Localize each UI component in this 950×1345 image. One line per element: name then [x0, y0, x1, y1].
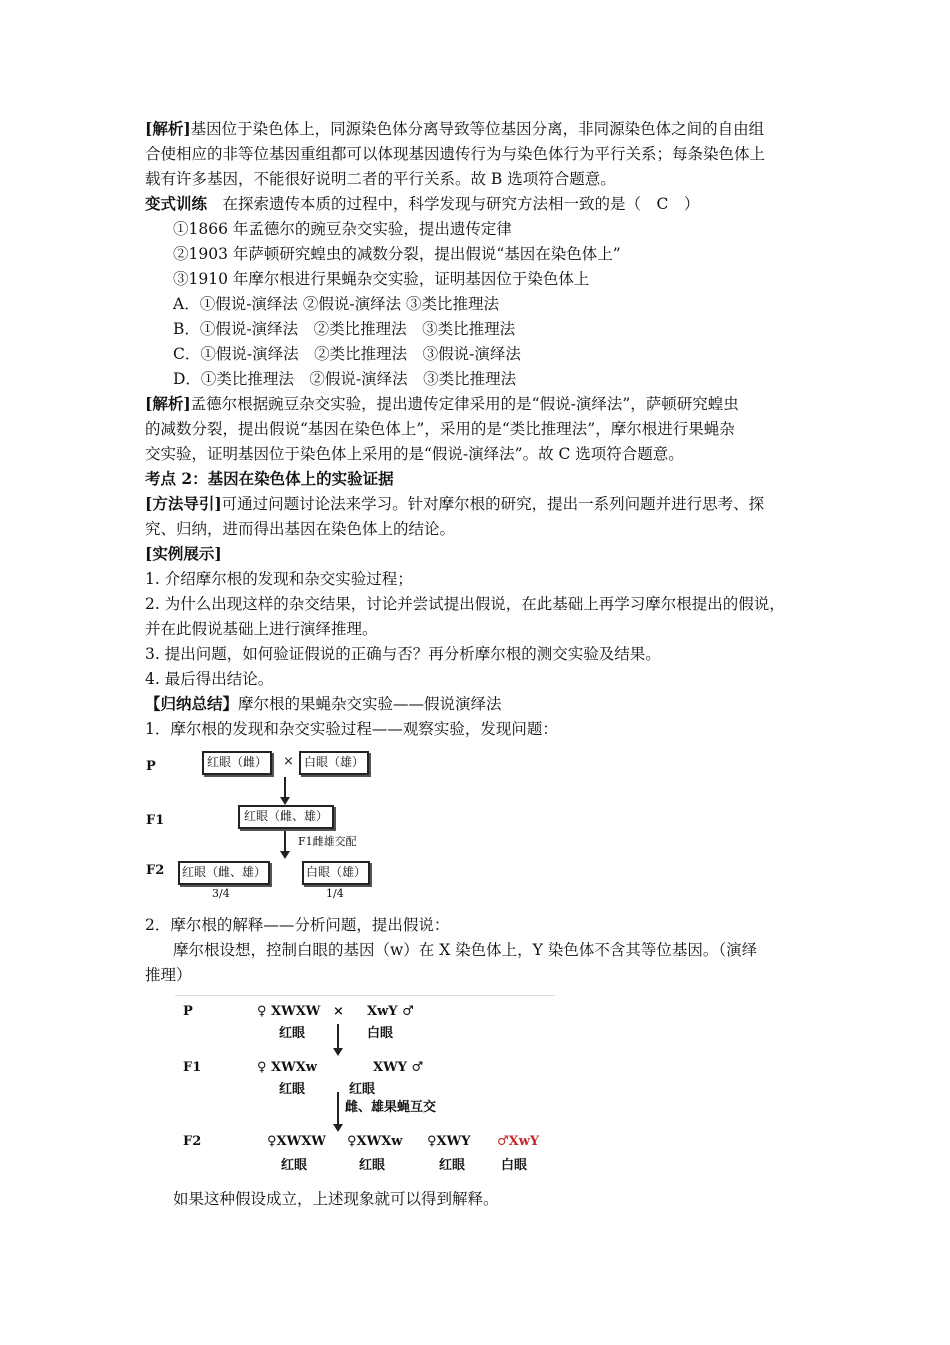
variant-training-line: [145, 192, 699, 216]
gen-label-p: P: [183, 1004, 193, 1019]
arrow-head-icon: [333, 1124, 343, 1132]
text-line: 载有许多基因，不能很好说明二者的平行关系。故 B 选项符合题意。: [145, 170, 616, 188]
f2-phenotype-1: 红眼: [281, 1158, 308, 1173]
genotype-diagram: [175, 995, 555, 1176]
list-item: 1. 介绍摩尔根的发现和杂交实验过程；: [145, 570, 413, 588]
arrow-line: [284, 777, 286, 799]
ratio-white: 1/4: [326, 887, 344, 900]
f1-male-genotype: XWY ♂: [373, 1060, 424, 1075]
f2-red-box: 红眼（雌、雄）: [178, 861, 270, 885]
conclusion-line: 如果这种假设成立，上述现象就可以得到解释。: [173, 1190, 499, 1208]
p-male-phenotype: 白眼: [367, 1026, 394, 1041]
example-heading: [实例展示]: [145, 544, 222, 563]
gen-label-f1: F1: [183, 1060, 202, 1075]
item-3: ③1910 年摩尔根进行果蝇杂交实验，证明基因位于染色体上: [173, 270, 590, 288]
list-item-continued: 并在此假说基础上进行演绎推理。: [145, 620, 378, 638]
analysis-label: [解析]: [145, 119, 191, 138]
variant-training-label: 变式训练: [145, 194, 208, 213]
f2-phenotype-4: 白眼: [501, 1158, 528, 1173]
p-male-genotype: XwY ♂: [367, 1004, 414, 1019]
analysis-text: 基因位于染色体上，同源染色体分离导致等位基因分离，非同源染色体之间的自由组: [190, 120, 765, 138]
text-line: 交实验，证明基因位于染色体上采用的是“假说-演绎法”。故 C 选项符合题意。: [145, 445, 684, 463]
option-d: D．①类比推理法 ②假说-演绎法 ③类比推理法: [173, 370, 517, 388]
item-1: ①1866 年孟德尔的豌豆杂交实验，提出遗传定律: [173, 220, 512, 238]
arrow-line: [337, 1024, 339, 1050]
f1-cross-note: 雌、雄果蝇互交: [345, 1100, 437, 1115]
subsection-2: 2．摩尔根的解释——分析问题，提出假说：: [145, 916, 450, 934]
f2-white-box: 白眼（雄）: [302, 861, 370, 885]
method-guide-text: 可通过问题讨论法来学习。针对摩尔根的研究，提出一系列问题并进行思考、探: [221, 495, 765, 513]
hybrid-experiment-diagram: [140, 745, 380, 905]
arrow-head-icon: [280, 851, 290, 859]
f2-genotype-3: ♀XWY: [427, 1134, 471, 1149]
text-line: 究、归纳，进而得出基因在染色体上的结论。: [145, 520, 456, 538]
section-heading: 考点 2：基因在染色体上的实验证据: [145, 469, 394, 488]
text-line: 合使相应的非等位基因重组都可以体现基因遗传行为与染色体行为平行关系；每条染色体上: [145, 145, 766, 163]
f1-female-genotype: ♀ XWXw: [257, 1060, 317, 1075]
arrow-head-icon: [333, 1048, 343, 1056]
list-item: 3. 提出问题，如何验证假说的正确与否？再分析摩尔根的测交实验及结果。: [145, 645, 661, 663]
text-line: 推理）: [145, 966, 192, 984]
analysis-paragraph-1: [145, 117, 764, 141]
f2-genotype-2: ♀XWXw: [347, 1134, 403, 1149]
item-2: ②1903 年萨顿研究蝗虫的减数分裂，提出假说“基因在染色体上”: [173, 245, 621, 263]
f1-male-phenotype: 红眼: [349, 1082, 376, 1097]
f1-female-phenotype: 红眼: [279, 1082, 306, 1097]
p-male-box: 白眼（雄）: [299, 751, 369, 775]
method-guide-label: [方法导引]: [145, 494, 222, 513]
p-female-genotype: ♀ XWXW: [257, 1004, 321, 1019]
gen-label-p: P: [146, 759, 156, 774]
p-female-box: 红眼（雌）: [202, 751, 272, 775]
analysis-text: 孟德尔根据豌豆杂交实验，提出遗传定律采用的是“假说-演绎法”，萨顿研究蝗虫: [190, 395, 739, 413]
f2-phenotype-3: 红眼: [439, 1158, 466, 1173]
f2-phenotype-2: 红眼: [359, 1158, 386, 1173]
gen-label-f2: F2: [183, 1134, 202, 1149]
f2-genotype-4: ♂XwY: [497, 1134, 540, 1149]
p-female-phenotype: 红眼: [279, 1026, 306, 1041]
analysis-paragraph-2: [145, 392, 739, 416]
cross-symbol: ×: [283, 754, 294, 769]
hypothesis-line: 摩尔根设想，控制白眼的基因（w）在 X 染色体上，Y 染色体不含其等位基因。（演绎: [173, 941, 758, 959]
ratio-red: 3/4: [212, 887, 230, 900]
f1-cross-note: F1雌雄交配: [298, 835, 357, 848]
list-item: 2. 为什么出现这样的杂交结果，讨论并尝试提出假说，在此基础上再学习摩尔根提出的假说，: [145, 595, 785, 613]
option-c: C．①假说-演绎法 ②类比推理法 ③假说-演绎法: [173, 345, 521, 363]
f1-box: 红眼（雌、雄）: [238, 805, 334, 829]
gen-label-f1: F1: [146, 813, 165, 828]
summary-line: [145, 692, 502, 716]
summary-text: 摩尔根的果蝇杂交实验——假说演绎法: [238, 695, 502, 713]
subsection-1: 1．摩尔根的发现和杂交实验过程——观察实验，发现问题：: [145, 720, 558, 738]
analysis-label: [解析]: [145, 394, 191, 413]
text-line: 的减数分裂，提出假说“基因在染色体上”，采用的是“类比推理法”，摩尔根进行果蝇杂: [145, 420, 735, 438]
list-item: 4. 最后得出结论。: [145, 670, 274, 688]
question-text: 在探索遗传本质的过程中，科学发现与研究方法相一致的是（ C ）: [207, 195, 700, 213]
cross-symbol: ×: [333, 1004, 344, 1019]
arrow-line: [337, 1092, 339, 1126]
gen-label-f2: F2: [146, 863, 165, 878]
option-a: A．①假说-演绎法 ②假说-演绎法 ③类比推理法: [173, 295, 500, 313]
option-b: B．①假说-演绎法 ②类比推理法 ③类比推理法: [173, 320, 516, 338]
f2-genotype-1: ♀XWXW: [267, 1134, 326, 1149]
arrow-head-icon: [280, 797, 290, 805]
arrow-line: [284, 831, 286, 853]
summary-label: 【归纳总结】: [145, 694, 239, 713]
method-guide-line: [145, 492, 764, 516]
